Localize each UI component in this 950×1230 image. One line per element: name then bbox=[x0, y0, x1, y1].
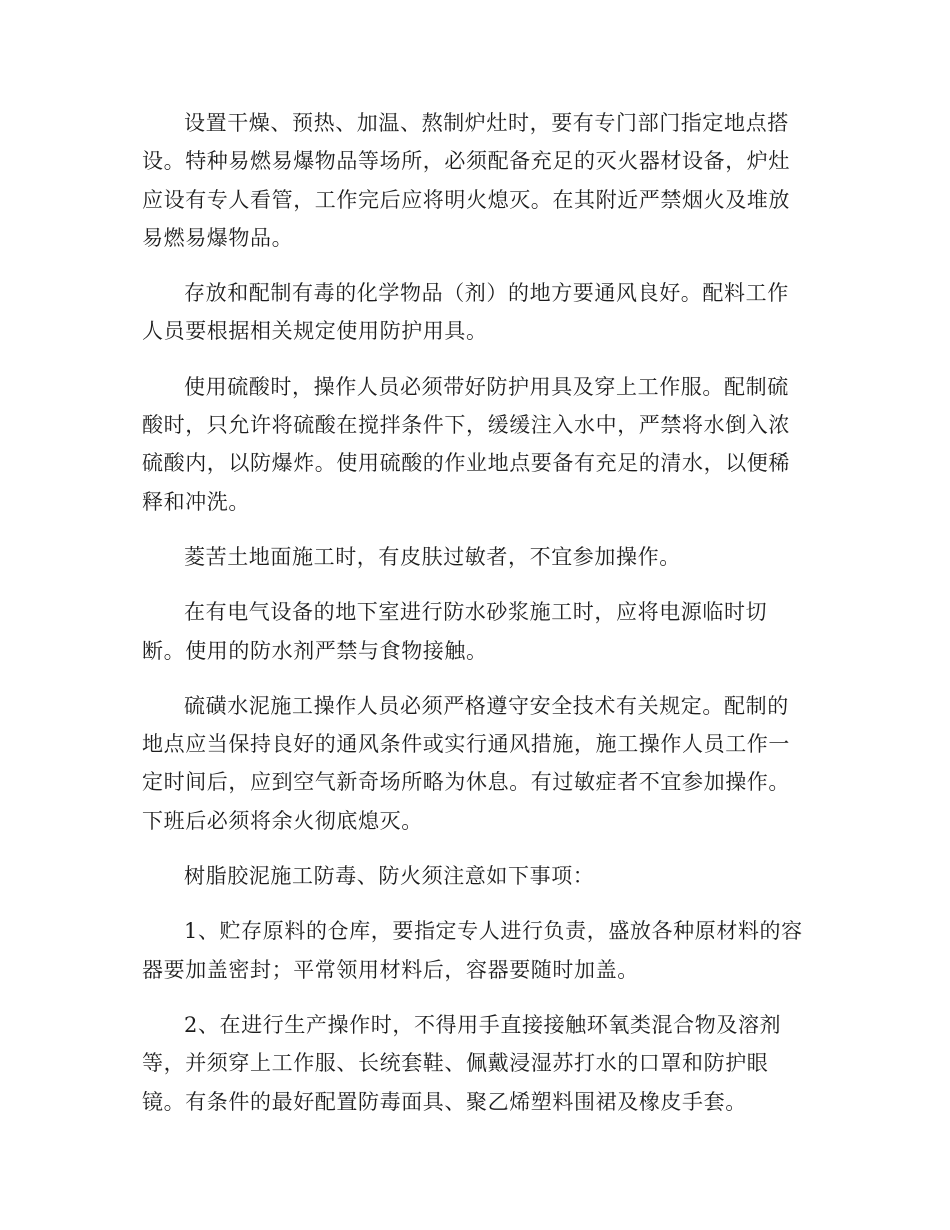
paragraph-item-2-protective-gear: 2、在进行生产操作时，不得用手直接接触环氧类混合物及溶剂等，并须穿上工作服、长统套鞋、佩戴浸湿苏打水的口罩和防护眼镜。有条件的最好配置防毒面具、聚乙烯塑料围裙及橡皮手套。 bbox=[142, 1012, 782, 1114]
paragraph-item-1-warehouse: 1、贮存原料的仓库，要指定专人进行负责，盛放各种原材料的容器要加盖密封；平常领用材料后，容器要随时加盖。 bbox=[142, 919, 803, 982]
paragraph-magnesite-floor: 菱苦土地面施工时，有皮肤过敏者，不宜参加操作。 bbox=[184, 544, 681, 569]
paragraph-drying-stove-setup: 设置干燥、预热、加温、熬制炉灶时，要有专门部门指定地点搭设。特种易燃易爆物品等场所，必须配备充足的灭火器材设备，炉灶应设有专人看管，工作完后应将明火熄灭。在其附近严禁烟火及堆放易燃易爆物品。 bbox=[142, 111, 790, 250]
document-body bbox=[142, 104, 810, 1138]
paragraph-basement-waterproof-mortar: 在有电气设备的地下室进行防水砂浆施工时，应将电源临时切断。使用的防水剂严禁与食物接触。 bbox=[142, 600, 768, 663]
paragraph-sulfur-cement: 硫磺水泥施工操作人员必须严格遵守安全技术有关规定。配制的地点应当保持良好的通风条件或实行通风措施，施工操作人员工作一定时间后，应到空气新奇场所略为休息。有过敏症者不宜参加操作。下班后必须将余火彻底熄灭。 bbox=[142, 693, 790, 833]
paragraph-sulfuric-acid-use: 使用硫酸时，操作人员必须带好防护用具及穿上工作服。配制硫酸时，只允许将硫酸在搅拌条件下，缓缓注入水中，严禁将水倒入浓硫酸内，以防爆炸。使用硫酸的作业地点要备有充足的清水，以便稀释和冲洗。 bbox=[142, 374, 790, 514]
paragraph-toxic-chemical-storage: 存放和配制有毒的化学物品（剂）的地方要通风良好。配料工作人员要根据相关规定使用防护用具。 bbox=[142, 281, 789, 344]
paragraph-resin-mortar-heading: 树脂胶泥施工防毒、防火须注意如下事项： bbox=[184, 864, 595, 889]
